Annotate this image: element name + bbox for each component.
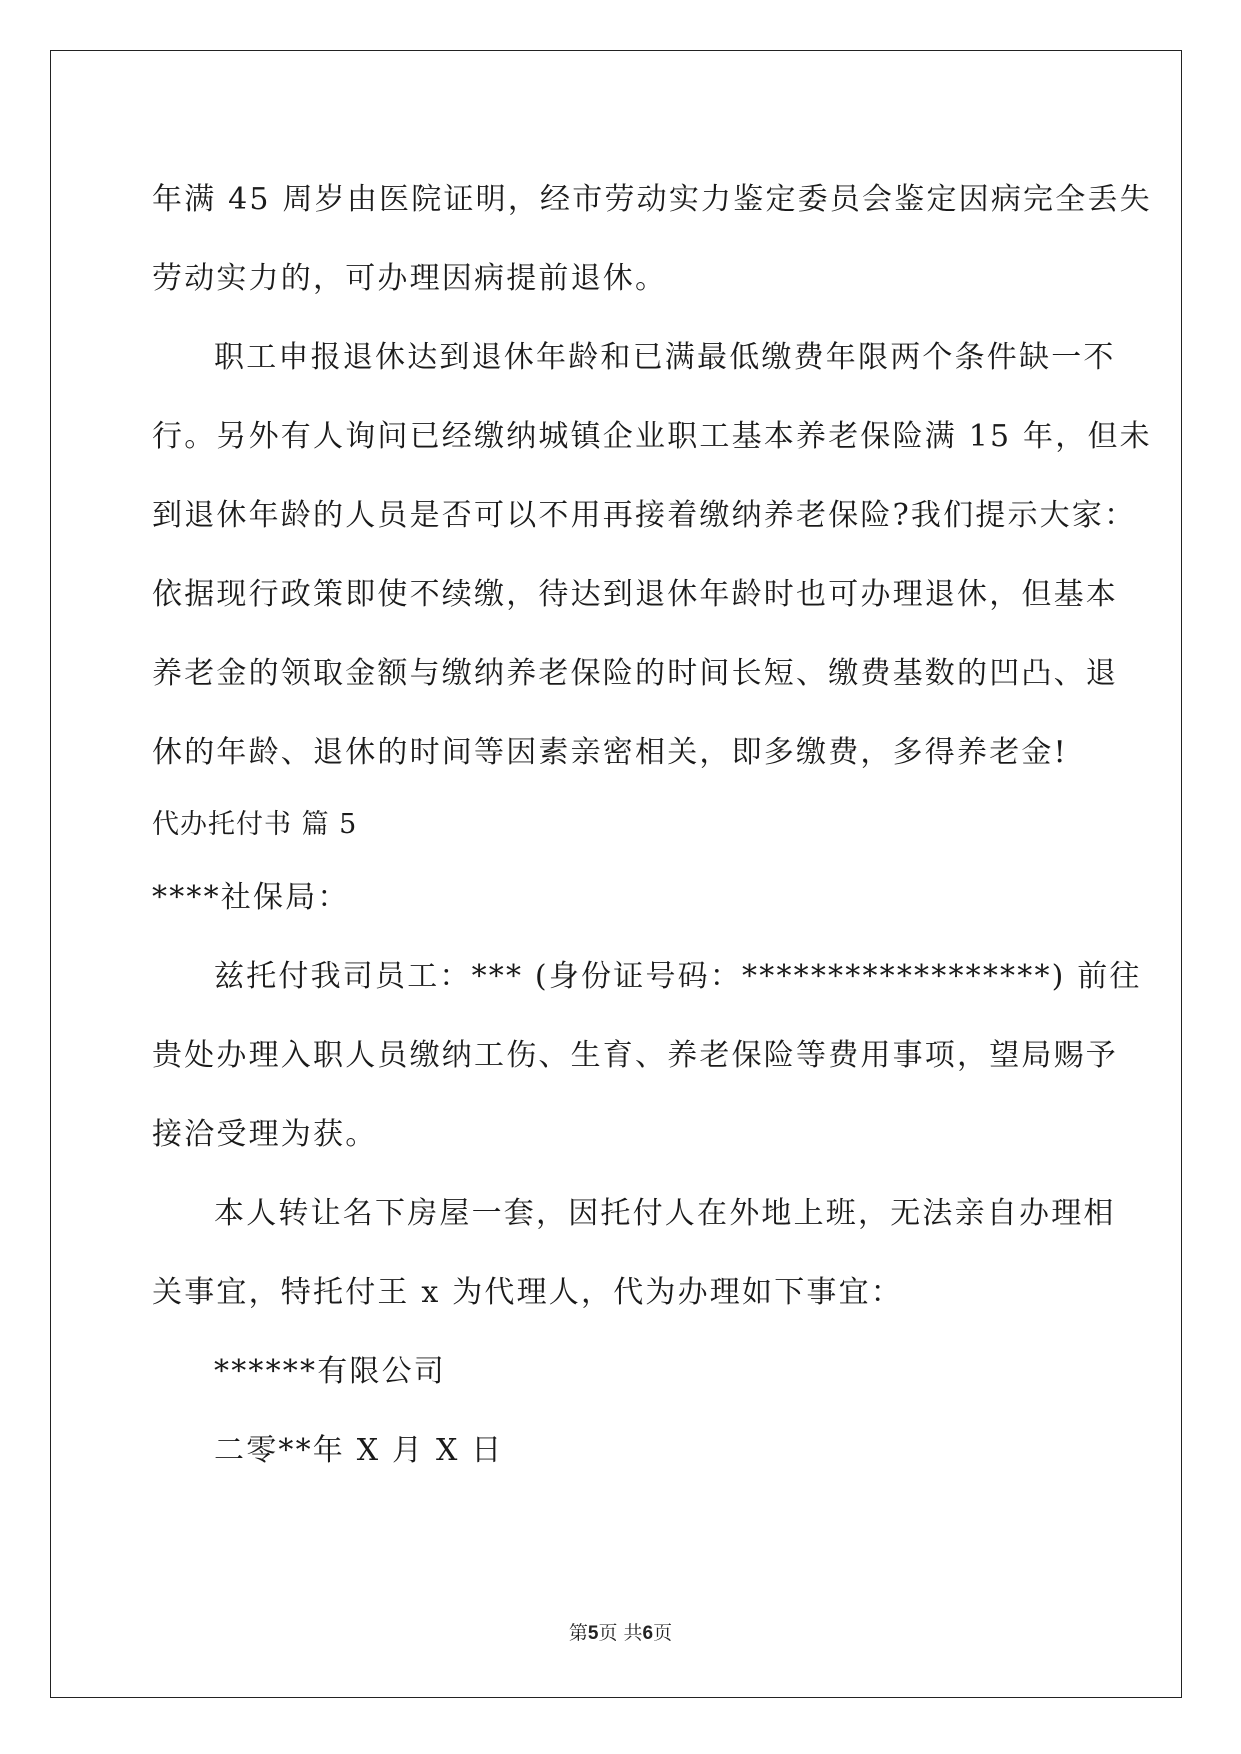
paragraph-line: 职工申报退休达到退休年龄和已满最低缴费年限两个条件缺一不 — [214, 340, 1116, 375]
page-separator: 页 共 — [598, 1622, 643, 1644]
paragraph-line: 休的年龄、退休的时间等因素亲密相关，即多缴费，多得养老金! — [152, 735, 1068, 770]
paragraph-line: 行。另外有人询问已经缴纳城镇企业职工基本养老保险满 15 年，但未 — [152, 419, 1152, 454]
paragraph-line: 到退休年龄的人员是否可以不用再接着缴纳养老保险?我们提示大家： — [152, 498, 1137, 533]
total-page-number: 6 — [642, 1623, 654, 1644]
paragraph-line: 养老金的领取金额与缴纳养老保险的时间长短、缴费基数的凹凸、退 — [152, 656, 1118, 691]
document-date: 二零**年 X 月 X 日 — [214, 1433, 504, 1468]
paragraph-line: 兹托付我司员工：*** (身份证号码：******************) 前往 — [214, 959, 1142, 994]
document-body — [152, 160, 1152, 1490]
paragraph-line: 劳动实力的，可办理因病提前退休。 — [152, 261, 668, 296]
paragraph-line: 依据现行政策即使不续缴，待达到退休年龄时也可办理退休，但基本 — [152, 577, 1118, 612]
section-heading: 代办托付书 篇 5 — [152, 809, 358, 840]
page-suffix: 页 — [653, 1622, 673, 1644]
page-prefix: 第 — [568, 1622, 588, 1644]
page-footer — [0, 1618, 1241, 1645]
paragraph-line: 关事宜，特托付王 x 为代理人，代为办理如下事宜： — [152, 1275, 903, 1310]
paragraph-line: 贵处办理入职人员缴纳工伤、生育、养老保险等费用事项，望局赐予 — [152, 1038, 1118, 1073]
addressee-line: ****社保局： — [152, 880, 350, 915]
paragraph-line: 年满 45 周岁由医院证明，经市劳动实力鉴定委员会鉴定因病完全丢失 — [152, 182, 1152, 217]
paragraph-line: 本人转让名下房屋一套，因托付人在外地上班，无法亲自办理相 — [214, 1196, 1116, 1231]
company-name: ******有限公司 — [214, 1354, 446, 1389]
paragraph-line: 接洽受理为获。 — [152, 1117, 378, 1152]
current-page-number: 5 — [587, 1623, 599, 1644]
